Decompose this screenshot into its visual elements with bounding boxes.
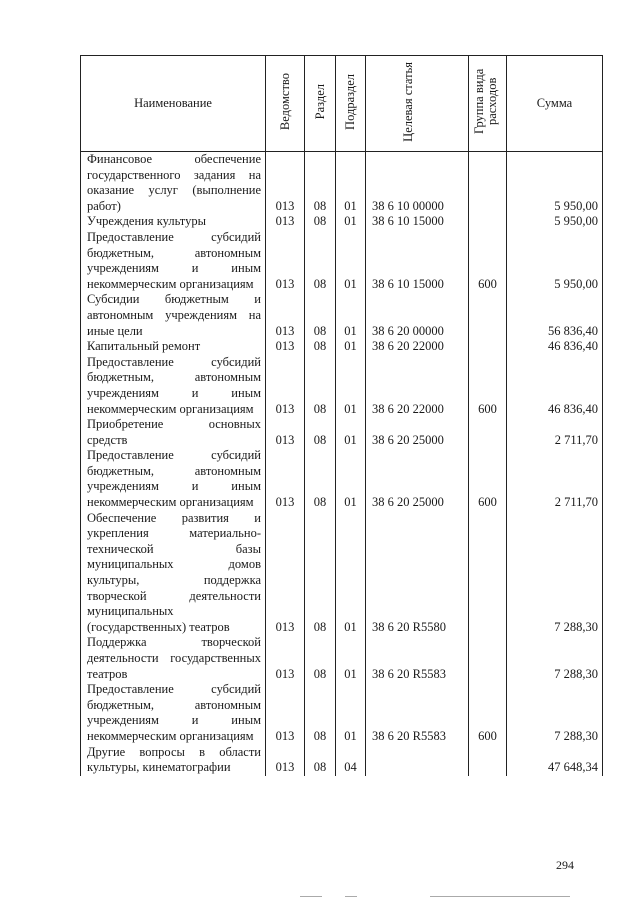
row-dept: 013 [266, 511, 305, 636]
budget-table [80, 55, 603, 776]
row-dept: 013 [266, 230, 305, 292]
header-sum: Сумма [507, 56, 603, 152]
table-row [81, 417, 603, 448]
scan-artifact [300, 896, 322, 897]
row-section: 08 [305, 292, 336, 339]
row-sum: 2 711,70 [507, 448, 603, 510]
table-row [81, 230, 603, 292]
row-subsection: 01 [336, 417, 366, 448]
row-group: 600 [469, 682, 507, 744]
row-group: 600 [469, 355, 507, 417]
row-sum: 5 950,00 [507, 152, 603, 215]
row-subsection: 01 [336, 214, 366, 230]
row-sum: 47 648,34 [507, 745, 603, 776]
header-section: Раздел [305, 56, 336, 152]
row-name: Поддержка творческой деятельности государственных театров [81, 635, 266, 682]
row-subsection: 01 [336, 292, 366, 339]
row-name: Предоставление субсидий бюджетным, автономным учреждениям и иным некоммерческим организациям [81, 682, 266, 744]
header-name: Наименование [81, 56, 266, 152]
row-sum: 7 288,30 [507, 635, 603, 682]
row-target: 38 6 10 15000 [366, 230, 469, 292]
row-dept: 013 [266, 339, 305, 355]
row-section: 08 [305, 152, 336, 215]
row-target: 38 6 20 25000 [366, 448, 469, 510]
page-number: 294 [556, 858, 574, 872]
table-row [81, 745, 603, 776]
row-target: 38 6 20 R5583 [366, 682, 469, 744]
row-dept: 013 [266, 682, 305, 744]
table-row [81, 511, 603, 636]
table-row [81, 292, 603, 339]
row-dept: 013 [266, 417, 305, 448]
row-section: 08 [305, 214, 336, 230]
row-name: Учреждения культуры [81, 214, 266, 230]
row-target: 38 6 20 R5583 [366, 635, 469, 682]
row-target: 38 6 20 22000 [366, 339, 469, 355]
row-sum: 56 836,40 [507, 292, 603, 339]
row-dept: 013 [266, 448, 305, 510]
row-subsection: 01 [336, 152, 366, 215]
row-subsection: 01 [336, 448, 366, 510]
table-row [81, 635, 603, 682]
row-section: 08 [305, 682, 336, 744]
row-section: 08 [305, 355, 336, 417]
row-target: 38 6 20 25000 [366, 417, 469, 448]
row-name: Предоставление субсидий бюджетным, автономным учреждениям и иным некоммерческим организациям [81, 448, 266, 510]
row-section: 08 [305, 745, 336, 776]
row-target: 38 6 20 R5580 [366, 511, 469, 636]
table-row [81, 448, 603, 510]
row-section: 08 [305, 448, 336, 510]
row-target: 38 6 10 15000 [366, 214, 469, 230]
row-group [469, 417, 507, 448]
row-sum: 5 950,00 [507, 214, 603, 230]
table-header-row [81, 56, 603, 152]
row-group [469, 152, 507, 215]
row-section: 08 [305, 230, 336, 292]
row-dept: 013 [266, 635, 305, 682]
row-subsection: 01 [336, 682, 366, 744]
row-section: 08 [305, 511, 336, 636]
row-sum: 5 950,00 [507, 230, 603, 292]
row-section: 08 [305, 635, 336, 682]
row-subsection: 04 [336, 745, 366, 776]
row-group [469, 214, 507, 230]
header-target: Целевая статья [366, 56, 469, 152]
row-name: Финансовое обеспечение государственного задания на оказание услуг (выполнение работ) [81, 152, 266, 215]
row-name: Субсидии бюджетным и автономным учреждениям на иные цели [81, 292, 266, 339]
row-group [469, 339, 507, 355]
row-dept: 013 [266, 152, 305, 215]
row-subsection: 01 [336, 635, 366, 682]
row-target: 38 6 20 00000 [366, 292, 469, 339]
row-group: 600 [469, 230, 507, 292]
row-subsection: 01 [336, 339, 366, 355]
scan-artifact [430, 896, 570, 897]
row-group: 600 [469, 448, 507, 510]
table-row [81, 214, 603, 230]
row-name: Приобретение основных средств [81, 417, 266, 448]
row-target: 38 6 10 00000 [366, 152, 469, 215]
row-dept: 013 [266, 745, 305, 776]
row-subsection: 01 [336, 511, 366, 636]
row-section: 08 [305, 339, 336, 355]
header-group: Группа вида расходов [469, 56, 507, 152]
row-subsection: 01 [336, 355, 366, 417]
row-name: Предоставление субсидий бюджетным, автономным учреждениям и иным некоммерческим организациям [81, 355, 266, 417]
row-dept: 013 [266, 355, 305, 417]
row-name: Предоставление субсидий бюджетным, автономным учреждениям и иным некоммерческим организациям [81, 230, 266, 292]
row-dept: 013 [266, 214, 305, 230]
table-row [81, 355, 603, 417]
row-name: Капитальный ремонт [81, 339, 266, 355]
row-section: 08 [305, 417, 336, 448]
table-body [81, 152, 603, 776]
row-sum: 2 711,70 [507, 417, 603, 448]
row-target [366, 745, 469, 776]
row-name: Другие вопросы в области культуры, кинематографии [81, 745, 266, 776]
row-sum: 7 288,30 [507, 682, 603, 744]
row-sum: 7 288,30 [507, 511, 603, 636]
row-dept: 013 [266, 292, 305, 339]
row-subsection: 01 [336, 230, 366, 292]
table-row [81, 339, 603, 355]
row-group [469, 635, 507, 682]
row-name: Обеспечение развития и укрепления материально-технической базы муниципальных домов культуры, поддержка творческой деятельности муниципальных (государственных) театров [81, 511, 266, 636]
row-group [469, 292, 507, 339]
row-group [469, 511, 507, 636]
header-subsection: Подраздел [336, 56, 366, 152]
row-sum: 46 836,40 [507, 339, 603, 355]
scan-artifact [345, 896, 357, 897]
row-target: 38 6 20 22000 [366, 355, 469, 417]
row-group [469, 745, 507, 776]
row-sum: 46 836,40 [507, 355, 603, 417]
table-row [81, 682, 603, 744]
header-dept: Ведомство [266, 56, 305, 152]
table-row [81, 152, 603, 215]
